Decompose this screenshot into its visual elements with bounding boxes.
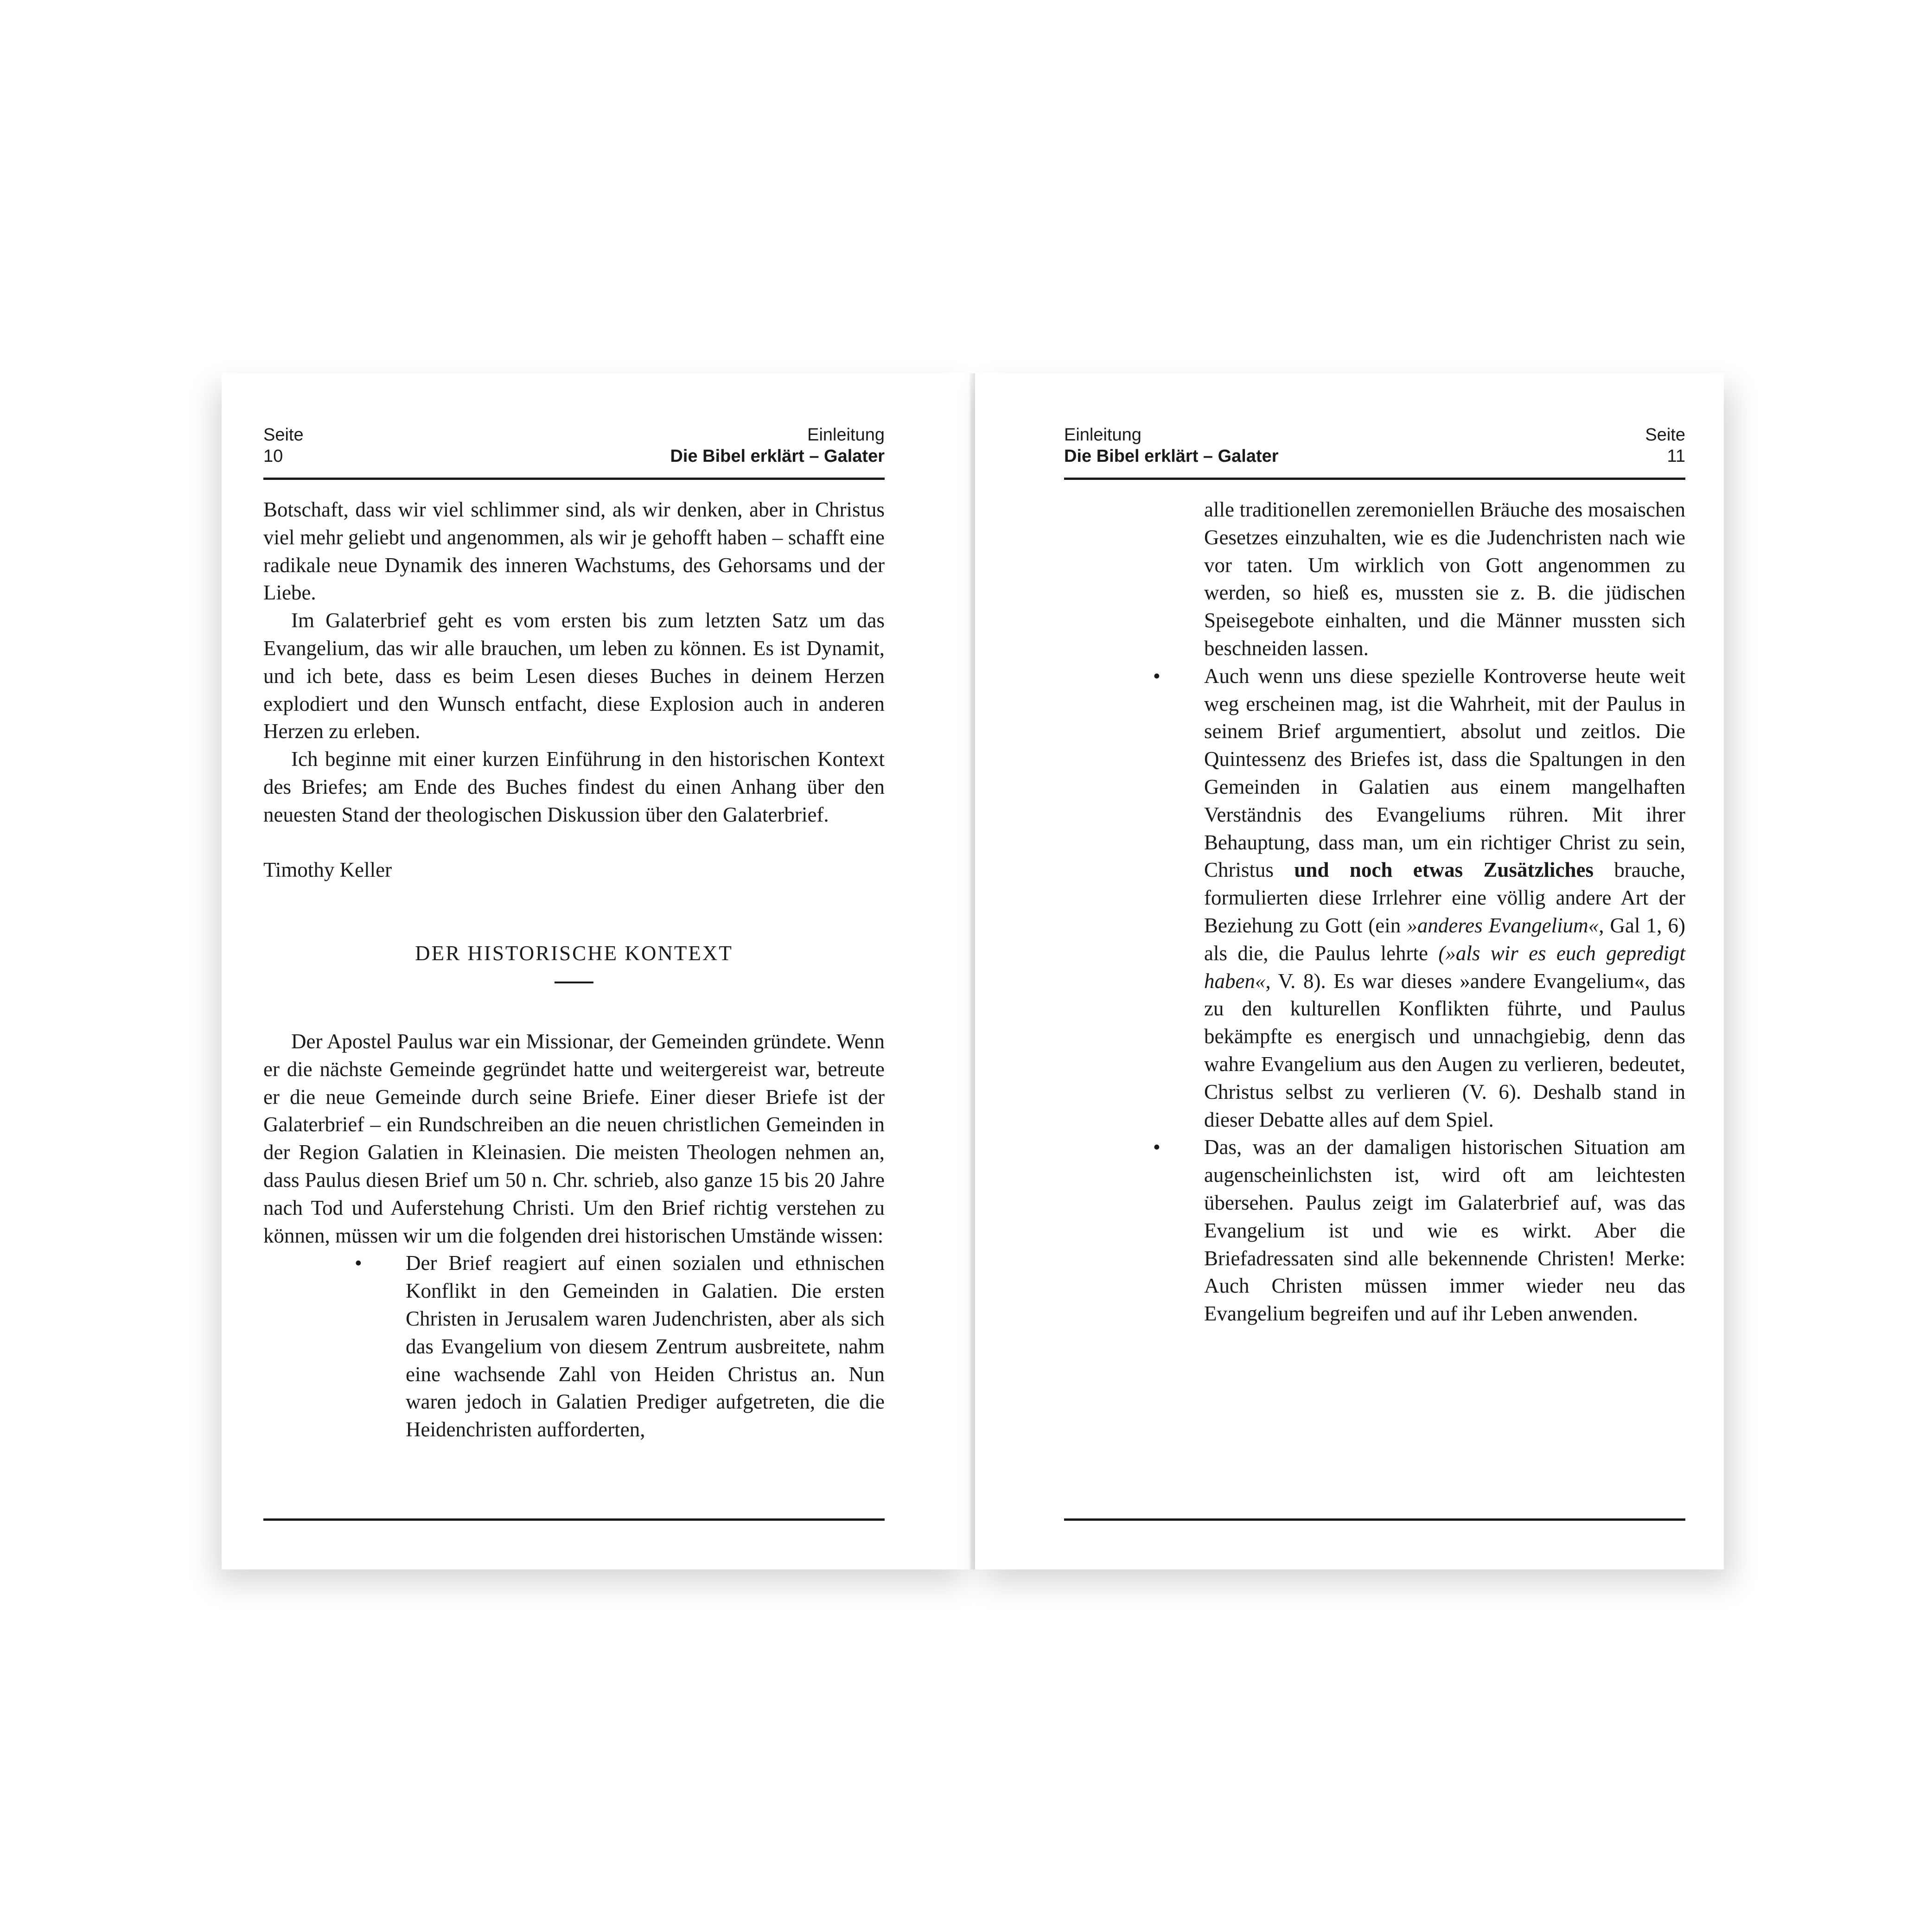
bullet-icon: • (1153, 1135, 1160, 1159)
page-number: 11 (1667, 446, 1685, 466)
page-label: Seite (1645, 425, 1685, 445)
section-heading: DER HISTORISCHE KONTEXT (415, 942, 733, 965)
author-signature: Timothy Keller (263, 858, 392, 882)
page-number-block (1645, 424, 1685, 467)
paragraph: Im Galaterbrief geht es vom ersten bis zum letzten Satz um das Evangelium, das wir alle brauchen, um leben zu können. Es ist Dynamit, und ich bete, dass es beim Lesen dieses Buches in deinem Herzen explodiert und den Wunsch entfacht, diese Explosion auch in anderen Herzen zu erleben. (263, 609, 885, 743)
section-name: Einleitung (1064, 425, 1141, 445)
text-run: , V. 8). Es war dieses »andere Evangelium«, das zu den kulturellen Konflikten führte, und Paulus bekämpfte es energisch und unnachgiebig, denn das wahre Evangelium aus den Augen zu verlieren, bedeutet, Christus selbst zu verlieren (V. 6). Deshalb stand in dieser Debatte alles auf dem Spiel. (1204, 969, 1685, 1131)
text-run: Auch wenn uns diese spezielle Kontroverse heute weit weg erscheinen mag, ist die Wahrheit, mit der Paulus in seinem Brief argumentiert, absolut und zeitlos. Die Quintessenz des Briefes ist, dass die Spaltungen in den Gemeinden in Galatien aus einem mangelhaften Verständnis des Evangeliums rühren. Mit ihrer Behauptung, dass man, um ein richtiger Christ zu sein, Christus (1204, 664, 1685, 882)
page-header-right (1064, 424, 1685, 475)
bullet-list (263, 1250, 885, 1444)
book-title: Die Bibel erklärt – Galater (1064, 446, 1279, 466)
text-run: brauche, formulierten diese Irrlehrer eine völlig andere Art der Beziehung zu Gott (ein (1204, 858, 1686, 937)
quote-italic: »anderes Evangelium« (1407, 913, 1599, 937)
header-rule (1064, 478, 1685, 480)
page-number-block (263, 424, 304, 467)
bullet-list (1064, 663, 1685, 1328)
quote-italic: (»als wir es euch gepredigt haben« (1204, 941, 1685, 993)
left-page-body (263, 496, 885, 1444)
bullet-icon: • (355, 1251, 362, 1275)
list-item (1153, 663, 1686, 1134)
left-page (222, 373, 970, 1569)
right-page-body (1064, 496, 1685, 1328)
footer-rule (1064, 1518, 1685, 1521)
list-item-text: Das, was an der damaligen historischen Situation am augenscheinlichsten ist, wird oft am leichtesten übersehen. Paulus zeigt im Galaterbrief auf, was das Evangelium ist und wie es wirkt. Aber die Briefadressaten sind alle bekennende Christen! Merke: Auch Christen müssen immer wieder neu das Evangelium begreifen und auf ihr Leben anwenden. (1204, 1135, 1685, 1326)
paragraph: Botschaft, dass wir viel schlimmer sind, als wir denken, aber in Christus viel mehr geliebt und angenommen, als wir je gehofft haben – schafft eine radikale neue Dynamik des inneren Wachstums, des Gehorsams und der Liebe. (263, 498, 885, 605)
heading-underline (555, 982, 593, 983)
running-head (1064, 424, 1279, 467)
blank-line (263, 829, 885, 857)
list-item-text: Der Brief reagiert auf einen sozialen und ethnischen Konflikt in den Gemeinden in Galatien. Die ersten Christen in Jerusalem waren Judenchristen, aber als sich das Evangelium von diesem Zentrum ausbreitete, nahm eine wachsende Zahl von Heiden Christus an. Nun waren jedoch in Galatien Prediger aufgetreten, die die Heidenchristen aufforderten, (406, 1251, 885, 1441)
page-header-left (263, 424, 885, 475)
paragraph: Der Apostel Paulus war ein Missionar, der Gemeinden gründete. Wenn er die nächste Gemeinde gegründet hatte und weitergereist war, betreute er die neue Gemeinde durch seine Briefe. Einer dieser Briefe ist der Galaterbrief – ein Rundschreiben an die neuen christlichen Gemeinden in der Region Galatien in Kleinasien. Die meisten Theologen nehmen an, dass Paulus diesen Brief um 50 n. Chr. schrieb, also ganze 15 bis 20 Jahre nach Tod und Auferstehung Christi. Um den Brief richtig verstehen zu können, müssen wir um die folgenden drei historischen Umstände wissen: (263, 1029, 885, 1247)
list-item (1153, 1134, 1685, 1328)
page-number: 10 (263, 446, 283, 466)
section-name: Einleitung (807, 425, 885, 445)
emphasis-bold: und noch etwas Zusätzliches (1294, 858, 1594, 882)
text-run: , Gal 1, 6) als die, die Paulus lehrte (1204, 913, 1685, 965)
list-item-text (1204, 664, 1685, 1131)
book-title: Die Bibel erklärt – Galater (670, 446, 885, 466)
right-page (975, 373, 1724, 1569)
list-item (355, 1250, 885, 1444)
page-label: Seite (263, 425, 304, 445)
bullet-icon: • (1153, 664, 1160, 688)
header-rule (263, 478, 885, 480)
list-item-continuation: alle traditionellen zeremoniellen Bräuche des mosaischen Gesetzes einzuhalten, wie es die Judenchristen nach wie vor taten. Um wirklich von Gott angenommen zu werden, so hieß es, mussten sie z. B. die jüdischen Speisegebote einhalten, und die Männer mussten sich beschneiden lassen. (1204, 498, 1685, 660)
section-heading-block (263, 940, 885, 983)
paragraph: Ich beginne mit einer kurzen Einführung in den historischen Kontext des Briefes; am Ende des Buches findest du einen Anhang über den neuesten Stand der theologischen Diskussion über den Galaterbrief. (263, 747, 885, 826)
footer-rule (263, 1518, 885, 1521)
running-head (670, 424, 885, 467)
